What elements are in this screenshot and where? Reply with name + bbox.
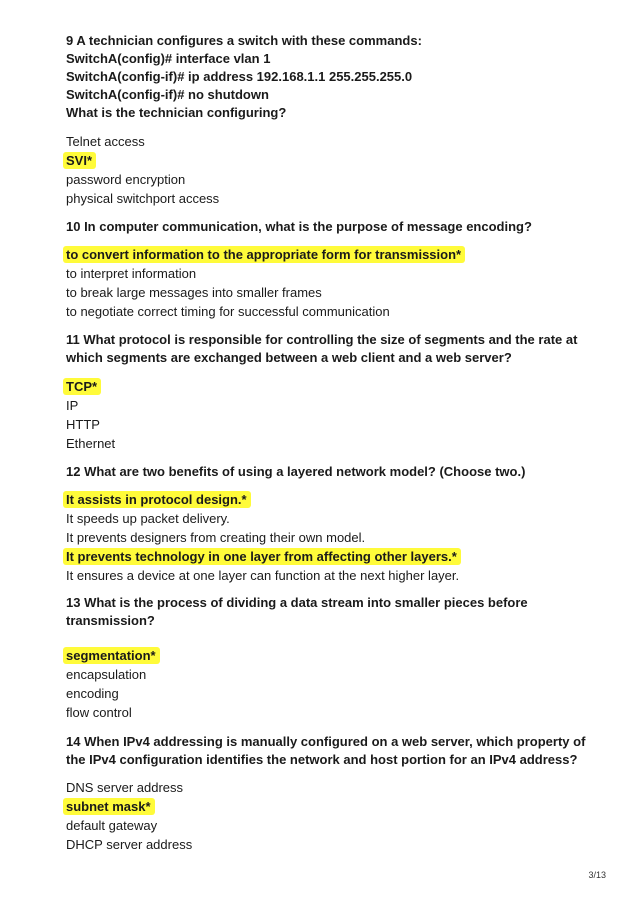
question-14-options <box>66 778 606 854</box>
option: DNS server address <box>66 780 184 795</box>
question-11-line: which segments are exchanged between a web client and a web server? <box>66 350 512 365</box>
question-13-line: transmission? <box>66 613 155 628</box>
question-14-line: the IPv4 configuration identifies the network and host portion for an IPv4 address? <box>66 752 578 767</box>
correct-answer: subnet mask* <box>63 798 155 815</box>
option: to interpret information <box>66 266 197 281</box>
question-10-text: 10 In computer communication, what is the purpose of message encoding? <box>66 219 532 234</box>
option: physical switchport access <box>66 191 220 206</box>
question-11-options <box>66 377 606 453</box>
page-number: 3/13 <box>588 870 606 880</box>
correct-answer: to convert information to the appropriate form for transmission* <box>63 246 465 263</box>
question-9-options <box>66 132 606 208</box>
option: DHCP server address <box>66 837 193 852</box>
option: It ensures a device at one layer can function at the next higher layer. <box>66 568 460 583</box>
option: HTTP <box>66 417 100 432</box>
option: default gateway <box>66 818 158 833</box>
correct-answer: SVI* <box>63 152 96 169</box>
question-12 <box>66 463 586 481</box>
option: encapsulation <box>66 667 147 682</box>
question-10 <box>66 218 586 236</box>
question-9-line: SwitchA(config-if)# no shutdown <box>66 87 269 102</box>
option: It speeds up packet delivery. <box>66 511 230 526</box>
question-11-line: 11 What protocol is responsible for controlling the size of segments and the rate at <box>66 332 578 347</box>
option: encoding <box>66 686 119 701</box>
question-9-line: SwitchA(config-if)# ip address 192.168.1.1 255.255.255.0 <box>66 69 413 84</box>
question-9-line: What is the technician configuring? <box>66 105 287 120</box>
question-11 <box>66 331 586 367</box>
option: password encryption <box>66 172 186 187</box>
option: Telnet access <box>66 134 145 149</box>
question-9 <box>66 32 586 122</box>
question-12-text: 12 What are two benefits of using a layered network model? (Choose two.) <box>66 464 526 479</box>
question-13-line: 13 What is the process of dividing a data stream into smaller pieces before <box>66 595 528 610</box>
question-14-line: 14 When IPv4 addressing is manually configured on a web server, which property of <box>66 734 586 749</box>
correct-answer: segmentation* <box>63 647 160 664</box>
option: IP <box>66 398 79 413</box>
option: Ethernet <box>66 436 116 451</box>
option: It prevents designers from creating their own model. <box>66 530 366 545</box>
question-12-options <box>66 490 606 585</box>
correct-answer: It prevents technology in one layer from affecting other layers.* <box>63 548 461 565</box>
option: flow control <box>66 705 132 720</box>
option: to negotiate correct timing for successful communication <box>66 304 390 319</box>
question-9-line: SwitchA(config)# interface vlan 1 <box>66 51 271 66</box>
question-13 <box>66 594 586 630</box>
question-10-options <box>66 245 606 321</box>
question-14 <box>66 733 586 769</box>
question-9-line: 9 A technician configures a switch with these commands: <box>66 33 422 48</box>
option: to break large messages into smaller frames <box>66 285 322 300</box>
correct-answer: TCP* <box>63 378 101 395</box>
question-13-options <box>66 646 606 722</box>
correct-answer: It assists in protocol design.* <box>63 491 251 508</box>
